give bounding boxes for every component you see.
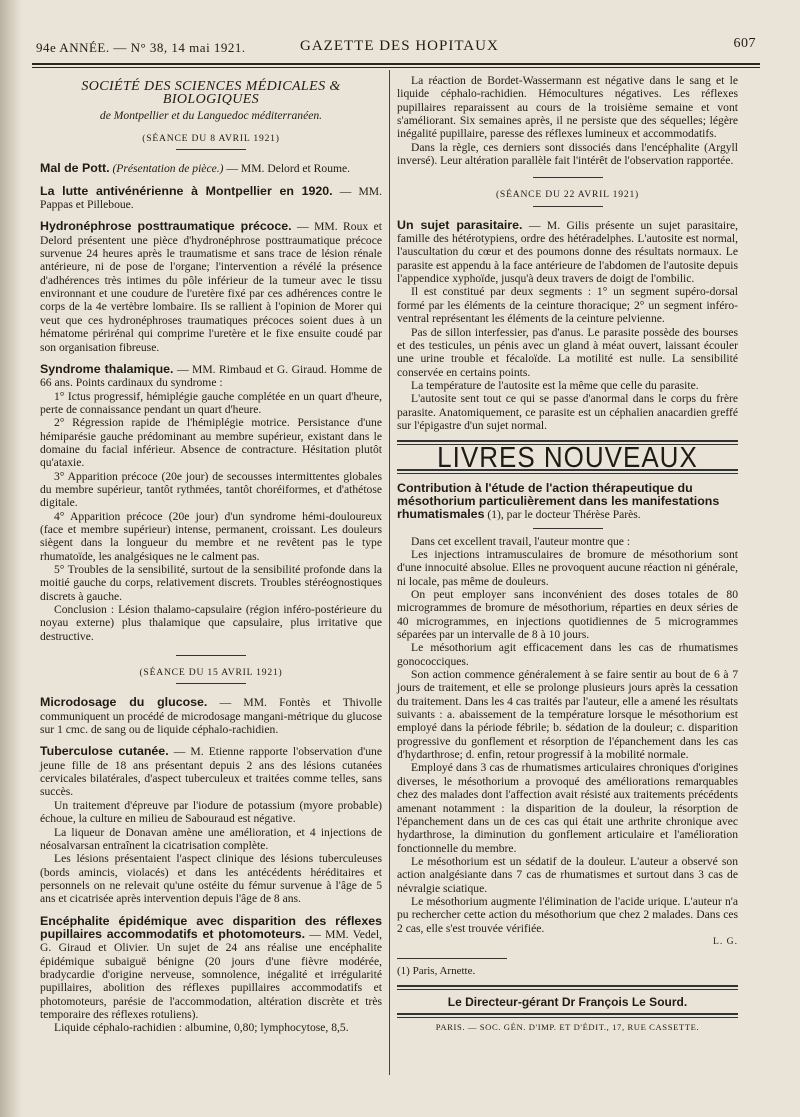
article-text: — MM. Rimbaud et G. Giraud. Homme de 66 ans. Points cardinaux du syndrome : (40, 362, 382, 390)
paragraph: 2° Régression rapide de l'hémiplégie motrice. Persistance d'une hémiparésie gauche prédominant au membre supérieur, existant dans le domaine du facial inférieur. Absence de contracture. Hésitation plutôt qu'ataxie. (40, 416, 382, 470)
separator (176, 655, 246, 656)
journal-title: GAZETTE DES HOPITAUX (300, 38, 499, 54)
article-text: — MM. Vedel, G. Giraud et Olivier. Un sujet de 24 ans réalise une encéphalite épidémique subaiguë bénigne (20 jours d'une fièvre modérée, bradycardie d'origine nerveuse, somnolence, inégalité et irrégularité pupillaires, abolition des réflexes pupillaires accommodatifs et photomoteurs, parésie de l'accommodation, altération discrète et très temporaire des réflexes rotuliens). (40, 927, 383, 1021)
page-number: 607 (733, 36, 756, 51)
article-text: — M. Gilis présente un sujet parasitaire, famille des hétérotypiens, ordre des hétéradelphes. L'autosite est normal, l'auscultation du cœur et des poumons donne des résultats normaux. Le parasite est appendu à la face antérieure de l'abdomen de l'autosite depuis l'appendice xyphoïde, jusqu'à deux travers de doigt de l'ombilic. (397, 218, 738, 286)
article-microdosage (40, 696, 382, 736)
paragraph: 4° Apparition précoce (20e jour) d'un syndrome hémi-douloureux (face et membre supérieur) intense, permanent, croissant. Les douleurs siègent dans la longueur du membre et ne revêtent pas le type rhumatoïde, les analgésiques ne le calment pas. (40, 509, 382, 563)
paragraph: Le mésothorium augmente l'élimination de l'acide urique. L'auteur n'a pu rechercher cette action du mésothorium que chez 2 malades. Dans ces 2 cas, elle s'est trouvée vérifiée. (397, 894, 738, 935)
article-title: Tuberculose cutanée. (40, 744, 169, 759)
article-sujet-parasitaire (397, 219, 738, 286)
paragraph: Son action commence généralement à se faire sentir au bout de 6 à 7 jours de traitement, et elle se prolonge plusieurs jours après la cessation du traitement. Dans les 4 cas traités par l'auteur, elle a amené les résultats suivants : a. abaissement de la température lorsque le mésothorium est employé dans la période fébrile; b. sédation de la douleur; c. disparition progressive du gonflement et résorption de l'épanchement dans les cas d'hydarthrose; d. enfin, retour progressif à la mobilité normale. (397, 668, 738, 762)
separator (533, 177, 603, 178)
separator (176, 683, 246, 684)
paragraph: Employé dans 3 cas de rhumatismes articulaires chroniques d'origines diverses, le mésothorium a provoqué des améliorations remarquables chez des malades dont l'affection avait résisté aux traitements précédents amenant notamment : la disparition de la douleur, la résorption de l'épanchement dans un de ces cas qui était une arthrite chronique avec hydarthrose, la diminution du gonflement articulaire et l'amélioration fonctionnelle du membre. (397, 761, 738, 855)
paragraph: Les injections intramusculaires de bromure de mésothorium sont d'une innocuité absolue. Elles ne provoquent aucune réaction ni générale, ni locale, pas même de douleurs. (397, 547, 738, 588)
director-line: Le Directeur-gérant Dr François Le Sourd. (447, 994, 688, 1009)
paragraph: L'autosite sent tout ce qui se passe d'anormal dans le corps du frère parasite. Anatomiquement, ce parasite est un céphalien anacardien greffé sur l'épigastre d'un sujet normal. (397, 392, 738, 432)
issue-info: 94e ANNÉE. — N° 38, 14 mai 1921. (36, 40, 246, 55)
footer-rule (397, 1013, 738, 1018)
page-edge-shadow (0, 0, 22, 1117)
paragraph: Le mésothorium agit efficacement dans les cas de rhumatismes gonococciques. (397, 641, 738, 668)
article-authors: — MM. Pappas et Pilleboue. (40, 184, 382, 212)
paragraph: Dans la règle, ces derniers sont dissociés dans l'encéphalite (Argyll inversé). Leur altération parallèle fait l'intérêt de l'observation rapportée. (397, 140, 738, 168)
page-header (36, 36, 756, 60)
article-title: Syndrome thalamique. (40, 361, 174, 376)
article-text: — M. Etienne rapporte l'observation d'une jeune fille de 18 ans présentant depuis 2 ans des lésions cutanées cervicales bilatérales, d'aspect tuberculeux et traitées comme telles, sans succès. (40, 745, 382, 799)
article-syndrome-thalamique (40, 363, 382, 390)
book-title: Contribution à l'étude de l'action thérapeutique du mésothorium particulièrement dans les manifestations rhumatismales (397, 480, 720, 522)
footnote-rule (397, 958, 507, 959)
paragraph: Un traitement d'épreuve par l'iodure de potassium (myore probable) échoue, la culture en milieu de Sabouraud est négative. (40, 798, 382, 826)
signature: L. G. (713, 935, 738, 947)
article-encephalite (40, 915, 382, 1022)
paragraph: Dans cet excellent travail, l'auteur montre que : (411, 534, 631, 548)
article-text: — MM. Fontès et Thivolle communiquent un procédé de microdosage mangani-métrique du glucose sur 1 cmc. de sang ou de liquide céphalo-rachidien. (40, 696, 382, 737)
paragraph: Les lésions présentaient l'aspect clinique des lésions tuberculeuses (bords amincis, violacés) et dans les antécédents héréditaires et personnels on ne relevait qu'une ostéite du fémur survenue à l'âge de 5 ans et cicatrisée après intervention depuis l'âge de 8 ans. (40, 852, 382, 906)
footnote: (1) Paris, Arnette. (397, 965, 476, 978)
paragraph: On peut employer sans inconvénient des doses totales de 80 microgrammes de bromure de mésothorium, réparties en deux séries de 40 microgrammes, en injections quotidiennes de 5 microgrammes séparées par un intervalle de 8 à 10 jours. (397, 588, 738, 642)
article-tuberculose (40, 745, 382, 798)
article-title: Un sujet parasitaire. (397, 217, 523, 232)
book-review-heading (397, 482, 738, 522)
paragraph: 5° Troubles de la sensibilité, surtout de la sensibilité profonde dans la moitié gauche du corps, relativement discrets. Troubles stéréognostiques discrets à gauche. (40, 563, 382, 603)
article-text: — MM. Roux et Delord présentent une pièce d'hydronéphrose posttraumatique précoce survenue 24 heures après le traumatisme et sans trace de lésion rénale antérieure, ni de pose de l'organe; l'intervention a révélé la présence d'adhérences très intimes du pôle inférieur de la tumeur avec le tissu environnant et une coudure de l'uretère fixé par ces adhérences contre le corps de la 4e vertèbre lombaire. Ils se rallient à l'opinion de Morer qui veut que ces hydronéphroses traumatiques précoces soient dues à un hématome périrénal qui comprime l'uretère et le fixe ensuite coudé par son organisation fibreuse. (40, 220, 382, 354)
paragraph: 3° Apparition précoce (20e jour) de secousses intermittentes globales du membre supérieur, tantôt rythmées, tantôt choréiformes, et d'athétose digitale. (40, 469, 382, 510)
column-divider (389, 70, 390, 1075)
paragraph: La température de l'autosite est la même que celle du parasite. (411, 378, 699, 392)
article-mal-de-pott (40, 162, 382, 175)
paragraph: La réaction de Bordet-Wassermann est négative dans le sang et le liquide céphalo-rachidien. Hémocultures négatives. Les réflexes pupillaires reparaissent au cours de la troisième semaine et vont s'améliorant. Six semaines après, il ne persiste que des séquelles; légère inégalité pupillaire, paresse des réflexes lumineux et accommodatifs. (397, 74, 738, 141)
separator (176, 149, 246, 150)
article-title: Encéphalite épidémique avec disparition des réflexes pupillaires accommodatifs et photomoteurs. (40, 913, 382, 941)
seance-heading: (SÉANCE DU 8 AVRIL 1921) (142, 133, 280, 145)
right-column (397, 74, 738, 1034)
separator (533, 206, 603, 207)
paragraph: Conclusion : Lésion thalamo-capsulaire (région inféro-postérieure du noyau externe) plus thalamique que capsulaire, plus irritative que destructive. (40, 603, 382, 643)
seance-heading: (SÉANCE DU 15 AVRIL 1921) (139, 667, 283, 679)
left-column (40, 74, 382, 1035)
paragraph: 1° Ictus progressif, hémiplégie gauche complétée en un quart d'heure, perte de connaissance pendant un quart d'heure. (40, 389, 382, 416)
article-note: (Présentation de pièce.) (112, 162, 224, 176)
paragraph: La liqueur de Donavan amène une amélioration, et 4 injections de néosalvarsan entraînent la cicatrisation complète. (40, 825, 382, 852)
article-title: La lutte antivénérienne à Montpellier en 1920. (40, 183, 333, 198)
society-title: SOCIÉTÉ DES SCIENCES MÉDICALES & BIOLOGIQUES (81, 79, 341, 108)
paragraph: Liquide céphalo-rachidien : albumine, 0,80; lymphocytose, 8,5. (54, 1021, 349, 1035)
header-rule (32, 63, 760, 68)
section-title: LIVRES NOUVEAUX (437, 440, 698, 474)
society-subtitle: de Montpellier et du Languedoc méditerranéen. (99, 108, 323, 122)
paragraph: Il est constitué par deux segments : 1° un segment supéro-dorsal formé par les éléments de la ceinture thoracique; 2° un segment inféro-ventral représentant les éléments de la ceinture pelvienne. (397, 285, 738, 326)
article-title: Hydronéphrose posttraumatique précoce. (40, 219, 292, 234)
seance-heading: (SÉANCE DU 22 AVRIL 1921) (495, 189, 640, 201)
paragraph: Le mésothorium est un sédatif de la douleur. L'auteur a observé son action analgésiante dans 7 cas de rhumatismes et surtout dans 3 cas de névralgie sciatique. (397, 854, 738, 895)
article-authors: — MM. Delord et Roume. (223, 162, 351, 176)
article-title: Mal de Pott. (40, 161, 110, 176)
article-hydronephrose (40, 220, 382, 353)
article-title: Microdosage du glucose. (40, 695, 208, 710)
book-author: (1), par le docteur Thérèse Parès. (484, 508, 641, 522)
separator (533, 528, 603, 529)
footer-rule (397, 985, 738, 990)
paragraph: Pas de sillon interfessier, pas d'anus. Le parasite possède des bourses et des testicules, un pénis avec un gland à méat ouvert, laissant écouler une urine trouble et fécaloïde. La motilité est nulle. La sensibilité conservée en certains points. (397, 325, 738, 379)
article-lutte (40, 185, 382, 212)
imprint: PARIS. — SOC. GÉN. D'IMP. ET D'ÉDIT., 17, RUE CASSETTE. (435, 1021, 700, 1032)
